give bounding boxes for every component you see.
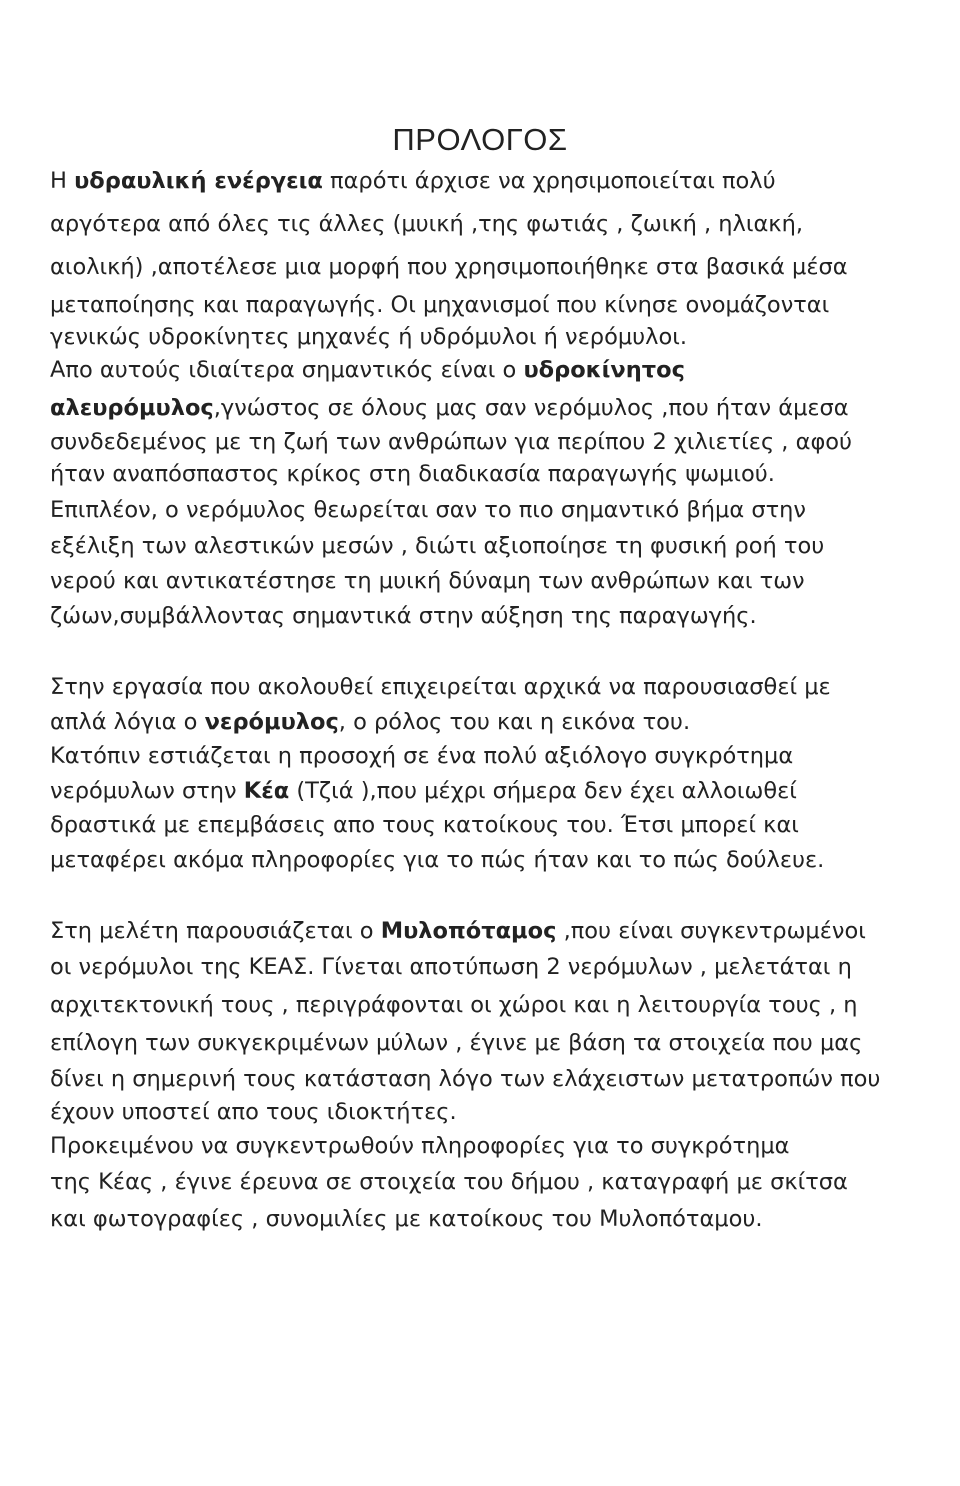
text-line xyxy=(50,990,930,1020)
text-line xyxy=(50,290,930,320)
text-segment: επίλογη των συκγεκριμένων μύλων , έγινε με βάση τα στοιχεία που μας xyxy=(50,1030,863,1056)
bold-phrase: νερόμυλος xyxy=(204,709,339,735)
text-line xyxy=(50,459,930,489)
page-title: ΠΡΟΛΟΓΟΣ xyxy=(392,122,568,157)
text-line xyxy=(50,810,930,840)
text-segment: αιολική) ,αποτέλεσε μια μορφή που χρησιμοποιήθηκε στα βασικά μέσα xyxy=(50,254,848,280)
text-segment: δραστικά με επεμβάσεις απο τους κατοίκους του. Έτσι μπορεί και xyxy=(50,812,799,838)
text-line xyxy=(50,1167,930,1197)
text-line xyxy=(50,1131,930,1161)
text-line xyxy=(50,166,930,196)
text-segment: Προκειμένου να συγκεντρωθούν πληροφορίες για το συγκρότημα xyxy=(50,1133,790,1159)
text-segment: οι νερόμυλοι της ΚΕΑΣ. Γίνεται αποτύπωση 2 νερόμυλων , μελετάται η xyxy=(50,954,852,980)
text-segment: έχουν υποστεί απο τους ιδιοκτήτες. xyxy=(50,1099,457,1125)
text-segment: νερού και αντικατέστησε τη μυική δύναμη των ανθρώπων και των xyxy=(50,568,805,594)
text-line xyxy=(50,916,930,946)
text-segment: μεταφέρει ακόμα πληροφορίες για το πώς ήταν και το πώς δούλευε. xyxy=(50,847,825,873)
text-segment: ,που είναι συγκεντρωμένοι xyxy=(556,918,866,944)
text-line xyxy=(50,566,930,596)
text-line xyxy=(50,531,930,561)
text-segment: , ο ρόλος του και η εικόνα του. xyxy=(338,709,691,735)
text-segment: νερόμυλων στην xyxy=(50,778,244,804)
text-segment: της Κέας , έγινε έρευνα σε στοιχεία του δήμου , καταγραφή με σκίτσα xyxy=(50,1169,848,1195)
bold-phrase: αλευρόμυλος xyxy=(50,395,214,421)
text-segment: δίνει η σημερινή τους κατάσταση λόγο των ελάχειστων μετατροπών που xyxy=(50,1066,881,1092)
text-segment: Η xyxy=(50,168,75,194)
text-line xyxy=(50,209,930,239)
text-line xyxy=(50,672,930,702)
text-segment: Στην εργασία που ακολουθεί επιχειρείται αρχικά να παρουσιασθεί με xyxy=(50,674,831,700)
bold-phrase: Κέα xyxy=(243,778,290,804)
text-line xyxy=(50,776,930,806)
text-line xyxy=(50,601,930,631)
text-line xyxy=(50,952,930,982)
text-segment: συνδεδεμένος με τη ζωή των ανθρώπων για περίπου 2 χιλιετίες , αφού xyxy=(50,429,853,455)
text-segment: αργότερα από όλες τις άλλες (μυική ,της φωτιάς , ζωική , ηλιακή, xyxy=(50,211,803,237)
text-line xyxy=(50,1028,930,1058)
text-segment: ,γνώστος σε όλους μας σαν νερόμυλος ,που ήταν άμεσα xyxy=(213,395,849,421)
text-line xyxy=(50,1204,930,1234)
text-line xyxy=(50,393,930,423)
text-segment: παρότι άρχισε να χρησιμοποιείται πολύ xyxy=(322,168,776,194)
text-segment: (Τζιά ),που μέχρι σήμερα δεν έχει αλλοιωθεί xyxy=(289,778,797,804)
text-line xyxy=(50,252,930,282)
text-segment: Απο αυτούς ιδιαίτερα σημαντικός είναι ο xyxy=(50,357,524,383)
text-segment: γενικώς υδροκίνητες μηχανές ή υδρόμυλοι ή νερόμυλοι. xyxy=(50,324,688,350)
bold-phrase: υδραυλική ενέργεια xyxy=(74,168,323,194)
text-segment: ζώων,συμβάλλοντας σημαντικά στην αύξηση της παραγωγής. xyxy=(50,603,757,629)
text-line xyxy=(50,355,930,385)
text-line xyxy=(50,1064,930,1094)
text-segment: αρχιτεκτονική τους , περιγράφονται οι χώροι και η λειτουργία τους , η xyxy=(50,992,858,1018)
text-line xyxy=(50,427,930,457)
text-line xyxy=(50,707,930,737)
bold-phrase: Μυλοπόταμος xyxy=(380,918,557,944)
text-segment: Στη μελέτη παρουσιάζεται ο xyxy=(50,918,381,944)
text-segment: ήταν αναπόσπαστος κρίκος στη διαδικασία παραγωγής ψωμιού. xyxy=(50,461,775,487)
text-line xyxy=(50,741,930,771)
text-line xyxy=(50,845,930,875)
text-line xyxy=(50,1097,930,1127)
text-segment: Επιπλέον, ο νερόμυλος θεωρείται σαν το πιο σημαντικό βήμα στην xyxy=(50,497,806,523)
text-line xyxy=(50,495,930,525)
text-segment: απλά λόγια ο xyxy=(50,709,205,735)
text-segment: μεταποίησης και παραγωγής. Οι μηχανισμοί που κίνησε ονομάζονται xyxy=(50,292,830,318)
text-segment: Κατόπιν εστιάζεται η προσοχή σε ένα πολύ αξιόλογο συγκρότημα xyxy=(50,743,794,769)
text-segment: εξέλιξη των αλεστικών μεσών , διώτι αξιοποίησε τη φυσική ροή του xyxy=(50,533,825,559)
text-segment: και φωτογραφίες , συνομιλίες με κατοίκους του Μυλοπόταμου. xyxy=(50,1206,763,1232)
text-line xyxy=(50,322,930,352)
bold-phrase: υδροκίνητος xyxy=(523,357,685,383)
